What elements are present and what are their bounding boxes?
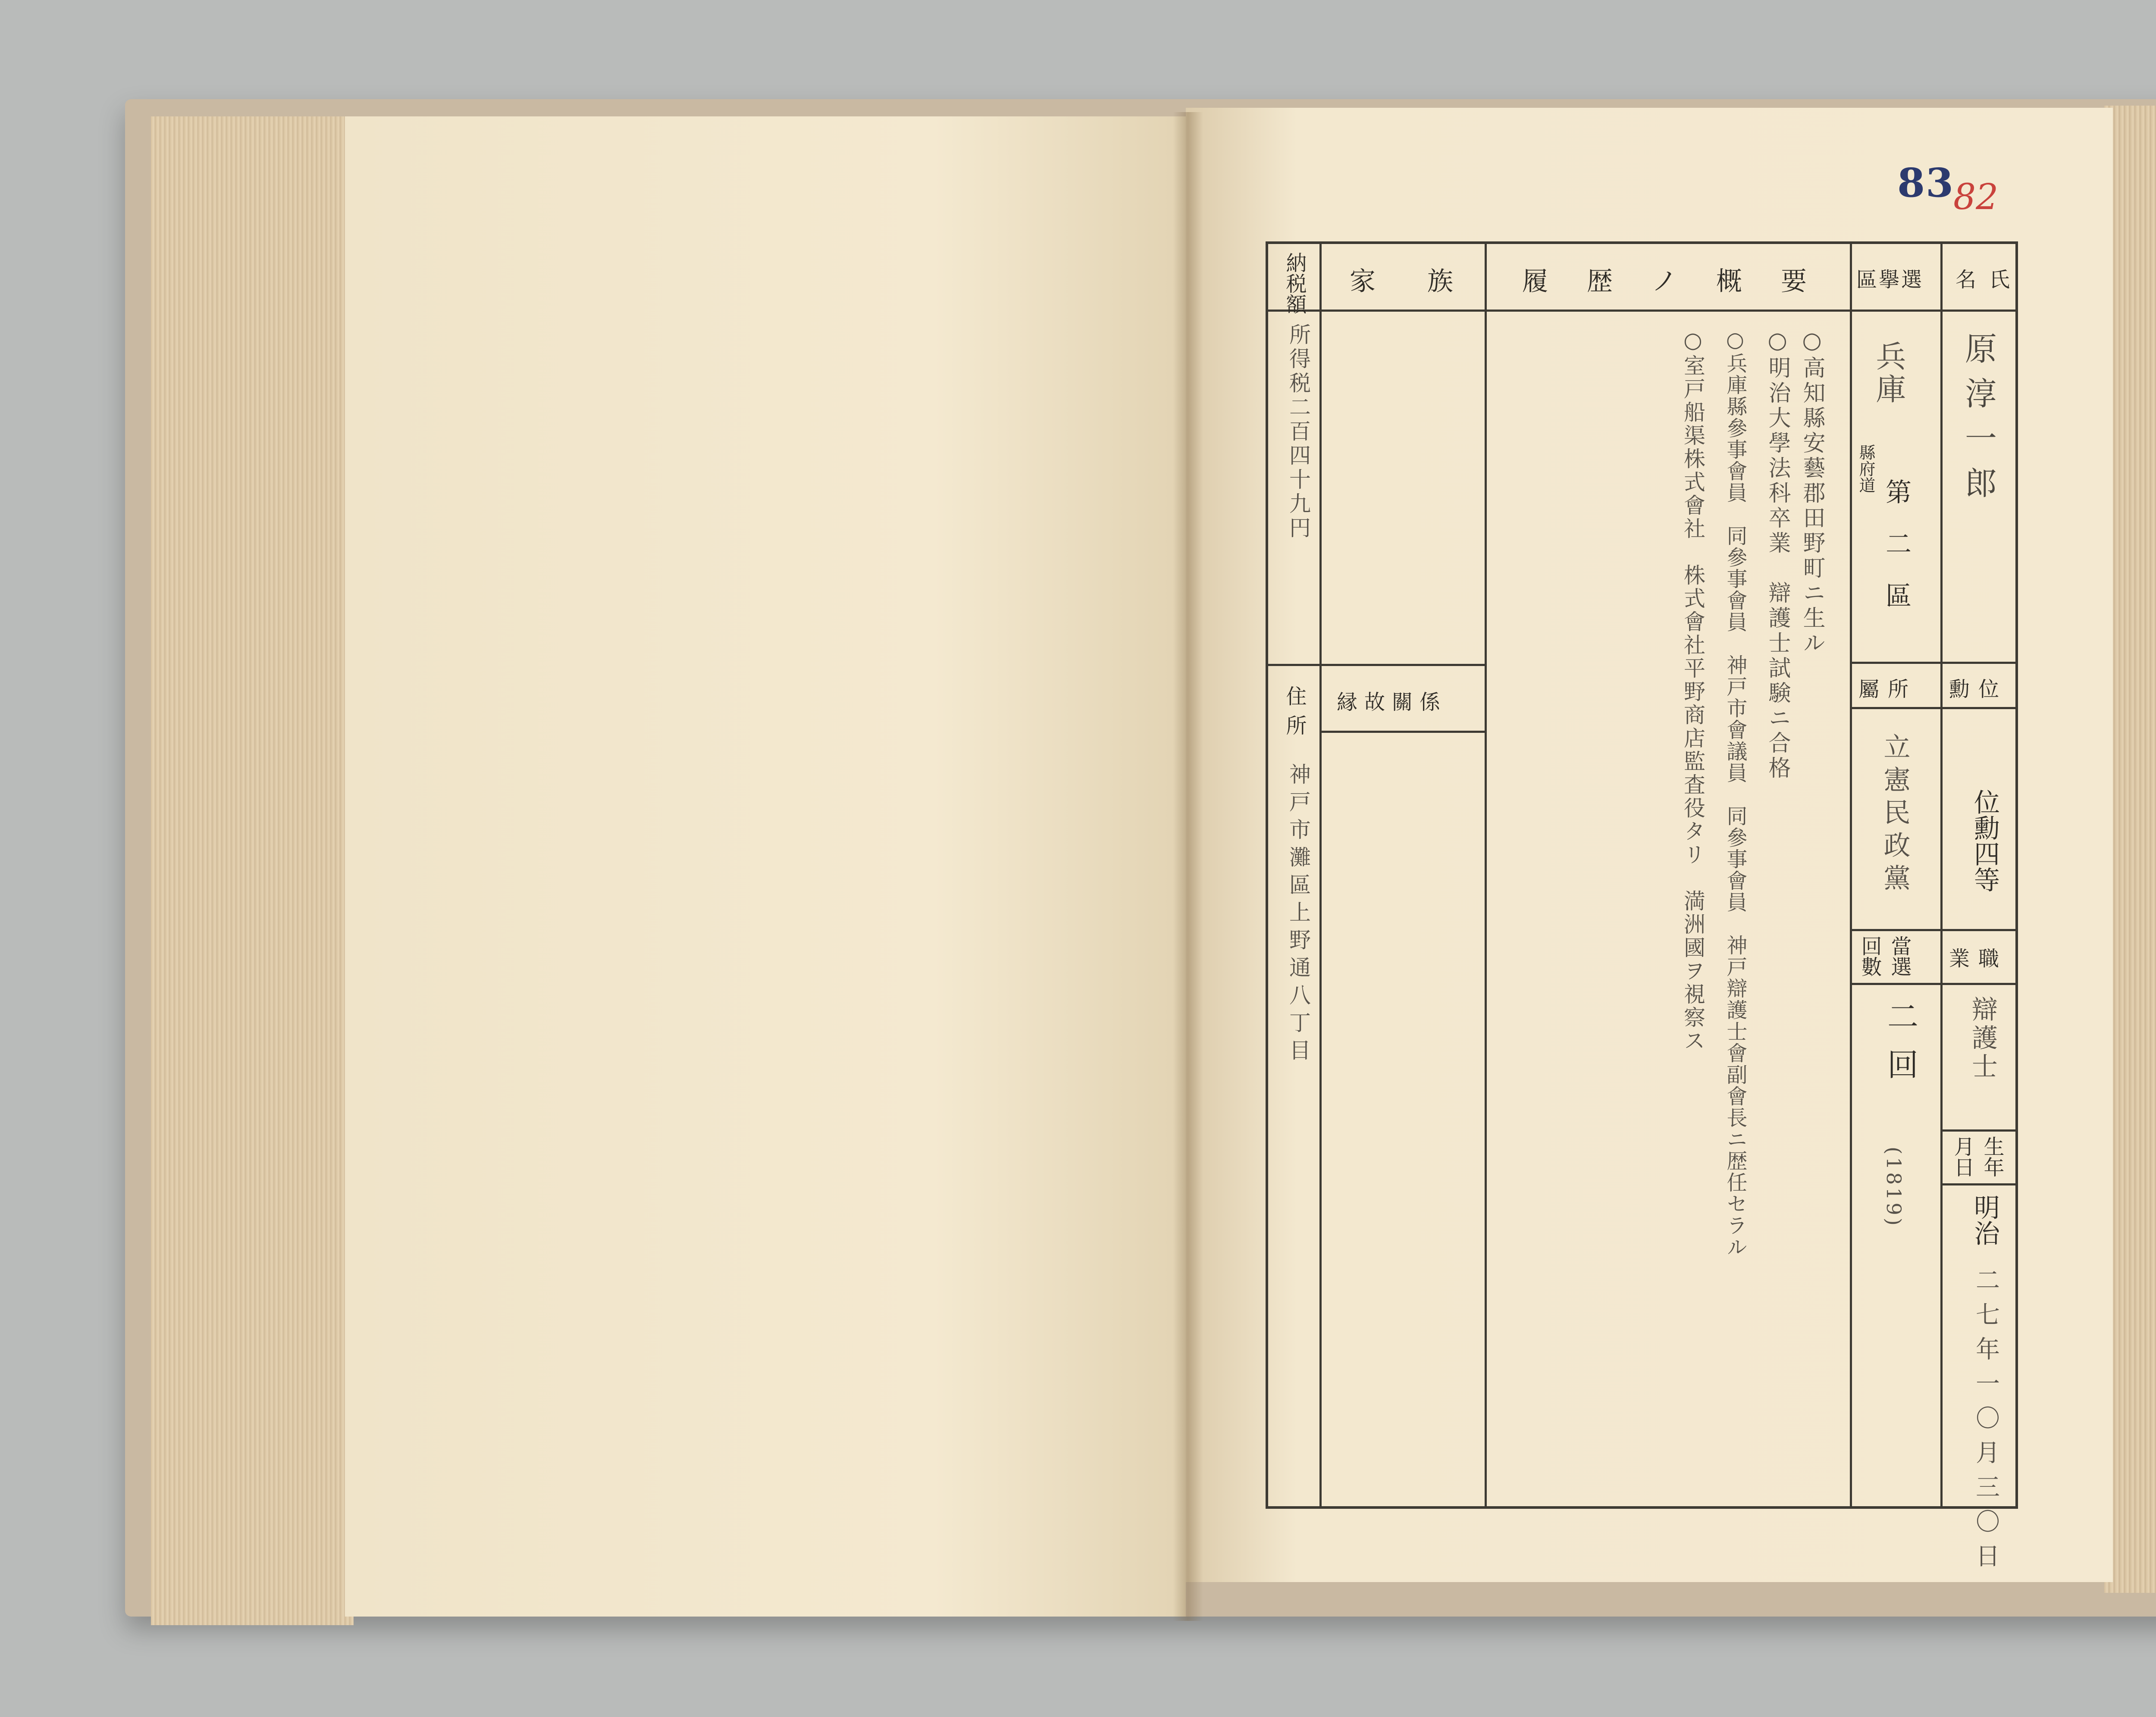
left-page-edges bbox=[151, 116, 354, 1625]
page-number: 83 bbox=[1897, 160, 1955, 206]
family-rule bbox=[1266, 664, 1485, 666]
elected-rule bbox=[1850, 983, 2018, 985]
address-value: 神戸市灘區上野通八丁目 bbox=[1286, 763, 1311, 1066]
elected-label: 當選回數 bbox=[1858, 935, 1912, 977]
family-column-rule bbox=[1485, 241, 1487, 1509]
district-pref-suffix: 縣府道 bbox=[1856, 444, 1875, 493]
birth-era: 明治 bbox=[1970, 1194, 2000, 1246]
party-value: 立憲民政黨 bbox=[1879, 733, 1911, 897]
history-column-rule bbox=[1850, 241, 1852, 1509]
rank-label: 勳位 bbox=[1949, 677, 2008, 701]
family-header: 家族 bbox=[1350, 266, 1505, 297]
district-label: 區擧選 bbox=[1856, 268, 1924, 292]
book-gutter bbox=[1173, 112, 1203, 1621]
history-entry-1: ○高知縣安藝郡田野町ニ生ル bbox=[1799, 328, 1825, 656]
rank-rule-2 bbox=[1850, 707, 2018, 709]
birth-rule-2 bbox=[1940, 1183, 2018, 1185]
history-entry-2: ○明治大學法科卒業 辯護士試験ニ合格 bbox=[1764, 328, 1790, 781]
occupation-value: 辯護士 bbox=[1968, 996, 1998, 1081]
birth-label: 生年月日 bbox=[1950, 1136, 2004, 1177]
rank-rule bbox=[1850, 662, 2018, 664]
occupation-label: 業職 bbox=[1949, 947, 2008, 971]
history-entry-3: ○兵庫縣參事會員 同參事會員 神戸市會議員 同參事會員 神戸辯護士會副會長ニ歴任セラル bbox=[1723, 328, 1747, 1258]
district-column-rule bbox=[1940, 241, 1943, 1509]
tax-column-rule bbox=[1319, 241, 1322, 1509]
relations-label: 縁故關係 bbox=[1337, 690, 1448, 714]
history-header: 履歴ノ概要 bbox=[1522, 266, 1846, 297]
district-prefecture: 兵庫 bbox=[1871, 341, 1906, 406]
birth-value: 二七年一〇月三〇日 bbox=[1972, 1267, 2000, 1578]
party-label: 屬所 bbox=[1858, 677, 1918, 701]
party-rule bbox=[1850, 929, 2018, 931]
address-label: 住所 bbox=[1282, 685, 1307, 744]
tax-value: 所得税二百四十九円 bbox=[1286, 323, 1311, 541]
relations-rule bbox=[1319, 731, 1485, 733]
left-page-blank bbox=[345, 116, 1186, 1617]
name-label: 名氏 bbox=[1955, 268, 2023, 292]
name-value: 原淳一郎 bbox=[1960, 332, 1997, 511]
tax-label: 納税額 bbox=[1282, 252, 1307, 314]
elected-value: 二回 bbox=[1882, 1000, 1918, 1097]
page-number-alt: 82 bbox=[1953, 177, 1999, 218]
district-number: 第二區 bbox=[1881, 479, 1912, 634]
history-entry-4: ○室戸船渠株式會社 株式會社平野商店監査役タリ 満洲國ヲ視察ス bbox=[1680, 328, 1705, 1053]
birth-rule bbox=[1940, 1129, 2018, 1132]
elected-note: (1819) bbox=[1882, 1147, 1905, 1228]
rank-value: 位勳四等 bbox=[1970, 789, 2000, 892]
header-rule bbox=[1266, 310, 2018, 312]
